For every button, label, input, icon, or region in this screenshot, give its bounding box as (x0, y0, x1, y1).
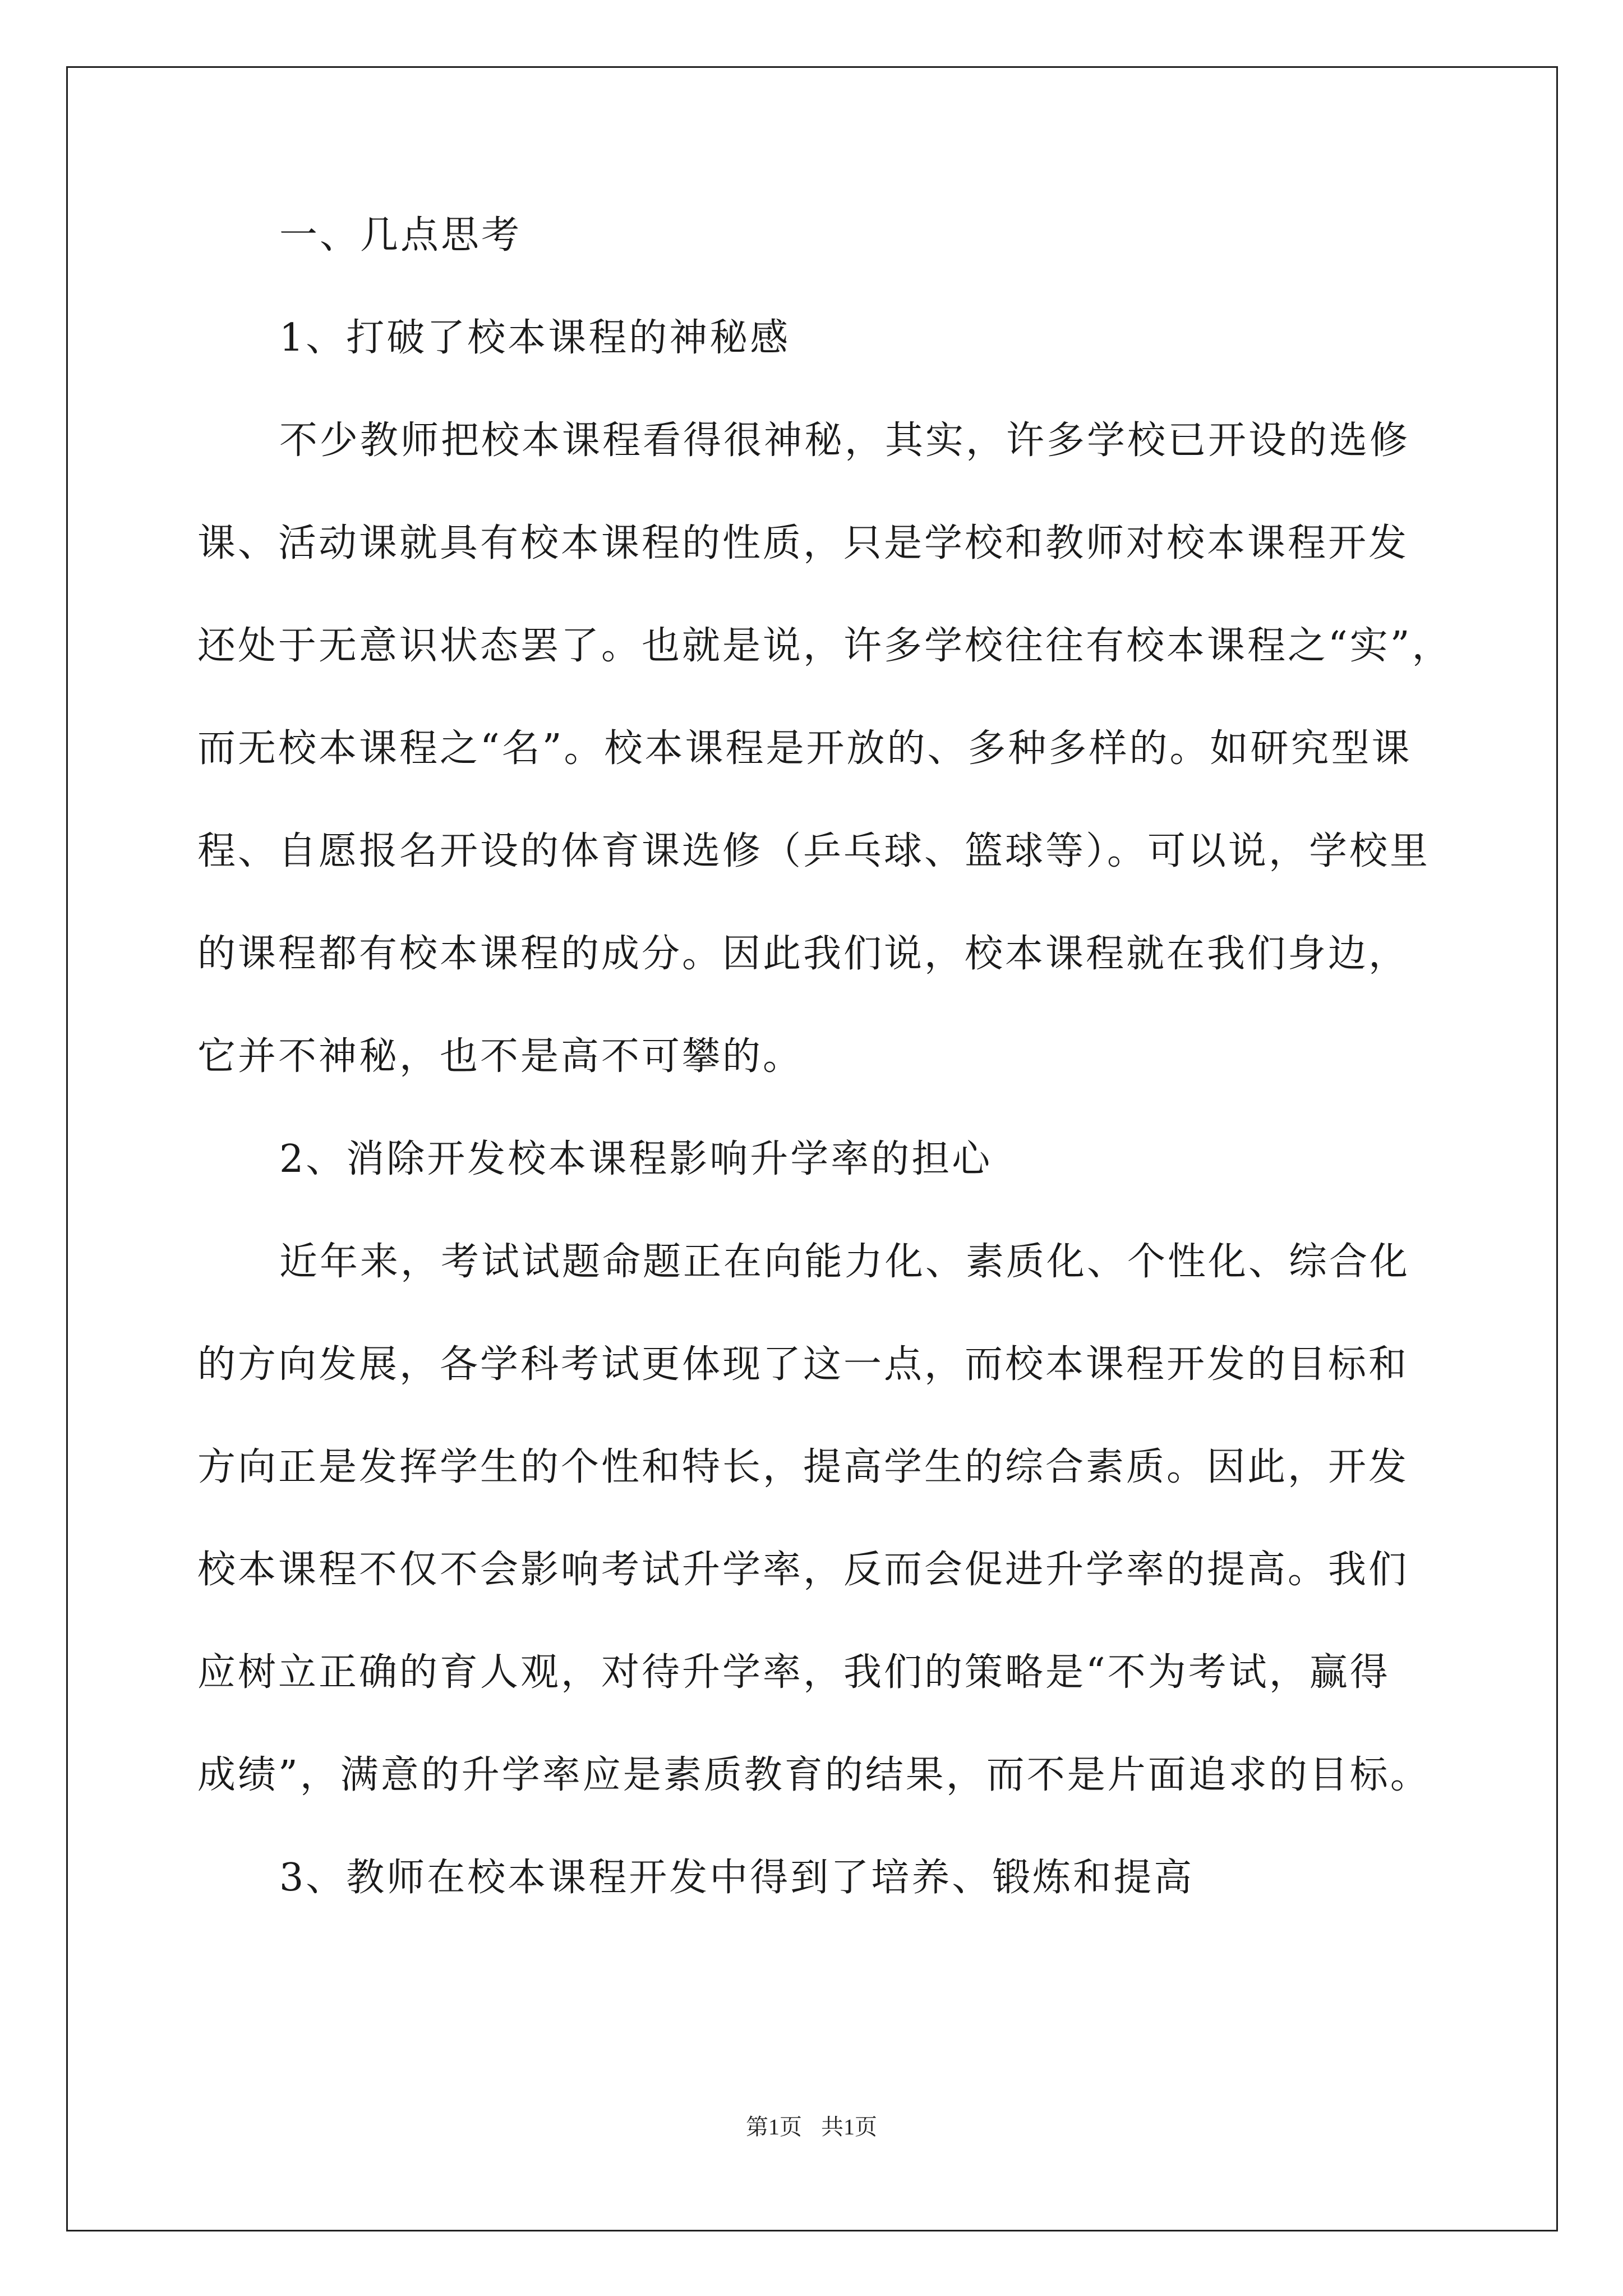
paragraph-line: 校本课程不仅不会影响考试升学率，反而会促进升学率的提高。我们 (197, 1548, 1409, 1592)
paragraph-line: 近年来，考试试题命题正在向能力化、素质化、个性化、综合化 (279, 1240, 1410, 1284)
paragraph-line: 的方向发展，各学科考试更体现了这一点，而校本课程开发的目标和 (197, 1342, 1409, 1387)
paragraph-line: 不少教师把校本课程看得很神秘，其实，许多学校已开设的选修 (279, 418, 1410, 463)
paragraph-line: 而无校本课程之“名”。校本课程是开放的、多种多样的。如研究型课 (197, 726, 1412, 771)
page-footer (0, 2109, 1623, 2141)
paragraph-line: 成绩”，满意的升学率应是素质教育的结果，而不是片面追求的目标。 (197, 1753, 1431, 1797)
subsection-heading-2: 2、消除开发校本课程影响升学率的担心 (279, 1137, 993, 1181)
page-number: 第1页 (746, 2114, 802, 2139)
subsection-heading-1: 1、打破了校本课程的神秘感 (279, 316, 791, 360)
subsection-heading-3: 3、教师在校本课程开发中得到了培养、锻炼和提高 (279, 1856, 1195, 1900)
paragraph-line: 的课程都有校本课程的成分。因此我们说，校本课程就在我们身边， (197, 932, 1409, 976)
paragraph-line: 还处于无意识状态罢了。也就是说，许多学校往往有校本课程之“实”， (197, 624, 1453, 668)
paragraph-line: 应树立正确的育人观，对待升学率，我们的策略是“不为考试，赢得 (197, 1650, 1390, 1695)
page-total: 共1页 (821, 2114, 877, 2139)
paragraph-line: 课、活动课就具有校本课程的性质，只是学校和教师对校本课程开发 (197, 521, 1409, 565)
paragraph-line: 程、自愿报名开设的体育课选修（乒乓球、篮球等）。可以说，学校里 (197, 829, 1431, 873)
section-heading: 一、几点思考 (279, 213, 522, 257)
paragraph-line: 方向正是发挥学生的个性和特长，提高学生的综合素质。因此，开发 (197, 1445, 1409, 1489)
paragraph-line: 它并不神秘，也不是高不可攀的。 (197, 1034, 804, 1079)
